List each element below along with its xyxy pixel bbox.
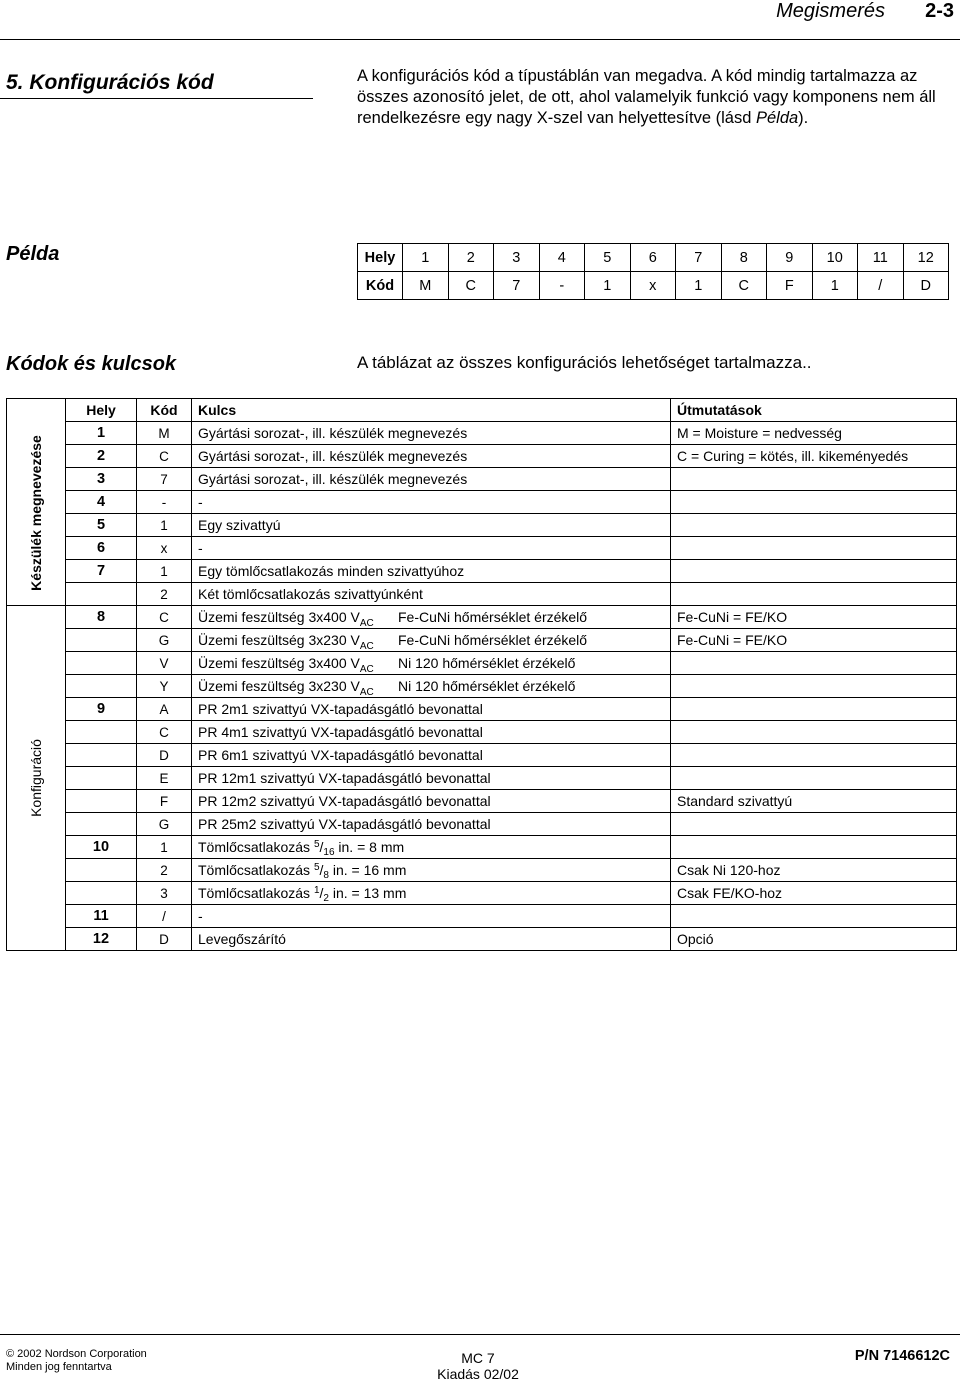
voltage-text xyxy=(198,655,398,675)
fraction-prefix: Tömlőcsatlakozás xyxy=(198,885,314,901)
table-row xyxy=(7,698,957,721)
cell-utmutatas xyxy=(671,905,957,928)
group-label-cell xyxy=(7,606,66,951)
table-row xyxy=(7,744,957,767)
cell-utmutatas xyxy=(671,560,957,583)
cell-kulcs: PR 4m1 szivattyú VX-tapadásgátló bevonattal xyxy=(192,721,671,744)
fraction-numerator: 5 xyxy=(313,839,320,850)
cell-utmutatas xyxy=(671,744,957,767)
cell-utmutatas: C = Curing = kötés, ill. kikeményedés xyxy=(671,445,957,468)
cell-hely xyxy=(66,583,137,606)
example-codes-row xyxy=(358,272,949,300)
cell-kod: C xyxy=(137,721,192,744)
table-row xyxy=(7,422,957,445)
example-code-cell: 1 xyxy=(812,272,858,300)
fraction-denominator: 16 xyxy=(323,847,335,858)
voltage-text xyxy=(198,678,398,698)
header-title: Megismerés xyxy=(776,0,885,22)
table-row xyxy=(7,606,957,629)
sensor-text: Ni 120 hőmérséklet érzékelő xyxy=(398,678,576,694)
voltage-value: Üzemi feszültség 3x400 V xyxy=(198,655,360,671)
voltage-subscript: AC xyxy=(359,641,374,652)
cell-utmutatas: Standard szivattyú xyxy=(671,790,957,813)
table-row xyxy=(7,652,957,675)
page-number: 2-3 xyxy=(925,0,954,22)
cell-hely: 9 xyxy=(66,698,137,721)
cell-kod: 1 xyxy=(137,514,192,537)
footer-divider xyxy=(0,1334,960,1335)
group-label: Készülék megnevezése xyxy=(28,435,44,592)
cell-kulcs xyxy=(192,652,671,675)
intro-text-end: ). xyxy=(798,109,809,127)
cell-kod: 1 xyxy=(137,836,192,859)
cell-kod: V xyxy=(137,652,192,675)
table-row xyxy=(7,675,957,698)
cell-hely xyxy=(66,652,137,675)
codes-table xyxy=(6,398,957,951)
sensor-text: Ni 120 hőmérséklet érzékelő xyxy=(398,655,576,671)
section-title: 5. Konfigurációs kód xyxy=(6,71,214,94)
cell-hely xyxy=(66,767,137,790)
cell-kulcs: PR 2m1 szivattyú VX-tapadásgátló bevonattal xyxy=(192,698,671,721)
table-row xyxy=(7,468,957,491)
voltage-subscript: AC xyxy=(359,687,374,698)
cell-kulcs xyxy=(192,606,671,629)
cell-kod: C xyxy=(137,606,192,629)
example-code-cell: 1 xyxy=(676,272,722,300)
cell-kulcs xyxy=(192,675,671,698)
example-position-cell: 11 xyxy=(858,244,904,272)
cell-hely: 10 xyxy=(66,836,137,859)
cell-kulcs: PR 12m2 szivattyú VX-tapadásgátló bevonattal xyxy=(192,790,671,813)
cell-kod: 2 xyxy=(137,583,192,606)
footer-copyright xyxy=(6,1348,147,1374)
example-position-cell: 3 xyxy=(494,244,540,272)
table-row xyxy=(7,882,957,905)
cell-hely: 8 xyxy=(66,606,137,629)
cell-utmutatas: Opció xyxy=(671,928,957,951)
example-position-cell: 2 xyxy=(448,244,494,272)
example-table xyxy=(357,243,949,300)
table-row xyxy=(7,445,957,468)
example-row-label: Kód xyxy=(358,272,403,300)
fraction-slash: / xyxy=(319,885,324,901)
cell-kulcs: Egy szivattyú xyxy=(192,514,671,537)
fraction-prefix: Tömlőcsatlakozás xyxy=(198,839,314,855)
fraction-suffix: in. = 16 mm xyxy=(328,862,407,878)
table-row xyxy=(7,859,957,882)
cell-kulcs: Levegőszárító xyxy=(192,928,671,951)
cell-kulcs: PR 25m2 szivattyú VX-tapadásgátló bevonattal xyxy=(192,813,671,836)
rights-text: Minden jog fenntartva xyxy=(6,1361,112,1373)
table-row xyxy=(7,491,957,514)
cell-kod: M xyxy=(137,422,192,445)
cell-kulcs: Gyártási sorozat-, ill. készülék megnevezés xyxy=(192,445,671,468)
part-number: P/N 7146612C xyxy=(854,1348,950,1364)
codes-description: A táblázat az összes konfigurációs lehetőséget tartalmazza.. xyxy=(357,353,812,372)
example-code-cell: D xyxy=(903,272,949,300)
fraction-numerator: 5 xyxy=(313,862,320,873)
fraction-slash: / xyxy=(319,862,324,878)
intro-text: A konfigurációs kód a típustáblán van megadva. A kód mindig tartalmazza az összes azonosító jelet, de ott, ahol valamelyik funkció vagy komponens nem áll rendelkezésre egy nagy X-szel van helyettesítve (lásd xyxy=(357,67,936,127)
footer-center xyxy=(433,1350,523,1382)
header-divider xyxy=(0,39,960,40)
edition-text: Kiadás 02/02 xyxy=(437,1366,519,1382)
example-position-cell: 4 xyxy=(539,244,585,272)
cell-kod: E xyxy=(137,767,192,790)
cell-hely xyxy=(66,721,137,744)
cell-kulcs: - xyxy=(192,491,671,514)
fraction-suffix: in. = 8 mm xyxy=(334,839,405,855)
cell-kod: x xyxy=(137,537,192,560)
cell-kulcs xyxy=(192,836,671,859)
cell-utmutatas xyxy=(671,583,957,606)
cell-hely xyxy=(66,675,137,698)
example-position-cell: 12 xyxy=(903,244,949,272)
voltage-value: Üzemi feszültség 3x230 V xyxy=(198,678,360,694)
example-positions-row xyxy=(358,244,949,272)
cell-kulcs: Gyártási sorozat-, ill. készülék megnevezés xyxy=(192,468,671,491)
cell-hely: 12 xyxy=(66,928,137,951)
voltage-subscript: AC xyxy=(359,664,374,675)
cell-hely: 4 xyxy=(66,491,137,514)
table-row xyxy=(7,514,957,537)
intro-paragraph xyxy=(357,66,937,129)
group-label: Konfiguráció xyxy=(28,739,44,817)
cell-kod: C xyxy=(137,445,192,468)
col-header-kulcs: Kulcs xyxy=(192,399,671,422)
cell-utmutatas: M = Moisture = nedvesség xyxy=(671,422,957,445)
cell-utmutatas xyxy=(671,468,957,491)
fraction-numerator: 1 xyxy=(313,885,320,896)
cell-kulcs xyxy=(192,629,671,652)
fraction-prefix: Tömlőcsatlakozás xyxy=(198,862,314,878)
cell-utmutatas: Csak FE/KO-hoz xyxy=(671,882,957,905)
cell-kod: D xyxy=(137,928,192,951)
table-row xyxy=(7,928,957,951)
cell-kod: Y xyxy=(137,675,192,698)
table-row xyxy=(7,721,957,744)
cell-kulcs: - xyxy=(192,905,671,928)
cell-kulcs: PR 6m1 szivattyú VX-tapadásgátló bevonattal xyxy=(192,744,671,767)
example-code-cell: / xyxy=(858,272,904,300)
example-code-cell: - xyxy=(539,272,585,300)
cell-hely xyxy=(66,744,137,767)
example-position-cell: 8 xyxy=(721,244,767,272)
cell-utmutatas xyxy=(671,813,957,836)
cell-hely: 5 xyxy=(66,514,137,537)
cell-kod: G xyxy=(137,629,192,652)
example-code-cell: C xyxy=(448,272,494,300)
voltage-subscript: AC xyxy=(359,618,374,629)
cell-utmutatas xyxy=(671,652,957,675)
codes-title: Kódok és kulcsok xyxy=(6,353,177,375)
cell-utmutatas xyxy=(671,491,957,514)
cell-hely: 6 xyxy=(66,537,137,560)
table-row xyxy=(7,790,957,813)
cell-hely xyxy=(66,629,137,652)
voltage-value: Üzemi feszültség 3x230 V xyxy=(198,632,360,648)
example-code-cell: C xyxy=(721,272,767,300)
cell-kulcs xyxy=(192,882,671,905)
fraction-denominator: 2 xyxy=(323,893,329,904)
cell-kulcs: Gyártási sorozat-, ill. készülék megnevezés xyxy=(192,422,671,445)
section-divider xyxy=(0,98,313,99)
cell-kod: 7 xyxy=(137,468,192,491)
cell-kod: 1 xyxy=(137,560,192,583)
cell-kod: G xyxy=(137,813,192,836)
voltage-text xyxy=(198,632,398,652)
cell-kulcs: Két tömlőcsatlakozás szivattyúnként xyxy=(192,583,671,606)
cell-hely xyxy=(66,859,137,882)
table-header-row xyxy=(7,399,957,422)
sensor-text: Fe-CuNi hőmérséklet érzékelő xyxy=(398,609,588,625)
cell-utmutatas xyxy=(671,767,957,790)
example-position-cell: 7 xyxy=(676,244,722,272)
cell-utmutatas: Fe-CuNi = FE/KO xyxy=(671,606,957,629)
col-header-kod: Kód xyxy=(137,399,192,422)
table-row xyxy=(7,813,957,836)
cell-kod: 3 xyxy=(137,882,192,905)
cell-hely: 11 xyxy=(66,905,137,928)
table-row xyxy=(7,905,957,928)
example-position-cell: 6 xyxy=(630,244,676,272)
table-row xyxy=(7,583,957,606)
table-row xyxy=(7,560,957,583)
cell-utmutatas xyxy=(671,721,957,744)
example-position-cell: 5 xyxy=(585,244,631,272)
cell-hely xyxy=(66,882,137,905)
example-code-cell: x xyxy=(630,272,676,300)
example-code-cell: M xyxy=(403,272,449,300)
col-header-hely: Hely xyxy=(66,399,137,422)
example-code-cell: F xyxy=(767,272,813,300)
cell-kulcs: - xyxy=(192,537,671,560)
sensor-text: Fe-CuNi hőmérséklet érzékelő xyxy=(398,632,588,648)
cell-hely: 1 xyxy=(66,422,137,445)
example-code-cell: 7 xyxy=(494,272,540,300)
table-row xyxy=(7,537,957,560)
cell-utmutatas: Fe-CuNi = FE/KO xyxy=(671,629,957,652)
table-row xyxy=(7,836,957,859)
table-row xyxy=(7,629,957,652)
table-row xyxy=(7,767,957,790)
cell-kod: / xyxy=(137,905,192,928)
intro-emphasis: Példa xyxy=(755,109,799,127)
cell-kod: A xyxy=(137,698,192,721)
group-label-cell xyxy=(7,399,66,422)
cell-kulcs xyxy=(192,859,671,882)
cell-hely: 7 xyxy=(66,560,137,583)
cell-kod: D xyxy=(137,744,192,767)
cell-utmutatas xyxy=(671,514,957,537)
cell-hely xyxy=(66,813,137,836)
model-name: MC 7 xyxy=(461,1350,495,1366)
cell-utmutatas: Csak Ni 120-hoz xyxy=(671,859,957,882)
cell-kod: - xyxy=(137,491,192,514)
fraction-denominator: 8 xyxy=(323,870,329,881)
example-position-cell: 10 xyxy=(812,244,858,272)
example-row-label: Hely xyxy=(358,244,403,272)
voltage-value: Üzemi feszültség 3x400 V xyxy=(198,609,360,625)
group-label-cell xyxy=(7,422,66,606)
cell-hely xyxy=(66,790,137,813)
cell-kulcs: Egy tömlőcsatlakozás minden szivattyúhoz xyxy=(192,560,671,583)
example-position-cell: 1 xyxy=(403,244,449,272)
copyright-text: © 2002 Nordson Corporation xyxy=(6,1348,147,1360)
cell-utmutatas xyxy=(671,675,957,698)
col-header-utmutatas: Útmutatások xyxy=(671,399,957,422)
cell-kod: F xyxy=(137,790,192,813)
voltage-text xyxy=(198,609,398,629)
cell-kulcs: PR 12m1 szivattyú VX-tapadásgátló bevonattal xyxy=(192,767,671,790)
cell-utmutatas xyxy=(671,836,957,859)
cell-utmutatas xyxy=(671,698,957,721)
fraction-suffix: in. = 13 mm xyxy=(328,885,407,901)
cell-hely: 3 xyxy=(66,468,137,491)
cell-utmutatas xyxy=(671,537,957,560)
example-position-cell: 9 xyxy=(767,244,813,272)
fraction-slash: / xyxy=(319,839,324,855)
cell-kod: 2 xyxy=(137,859,192,882)
example-code-cell: 1 xyxy=(585,272,631,300)
example-label: Példa xyxy=(6,243,60,265)
cell-hely: 2 xyxy=(66,445,137,468)
